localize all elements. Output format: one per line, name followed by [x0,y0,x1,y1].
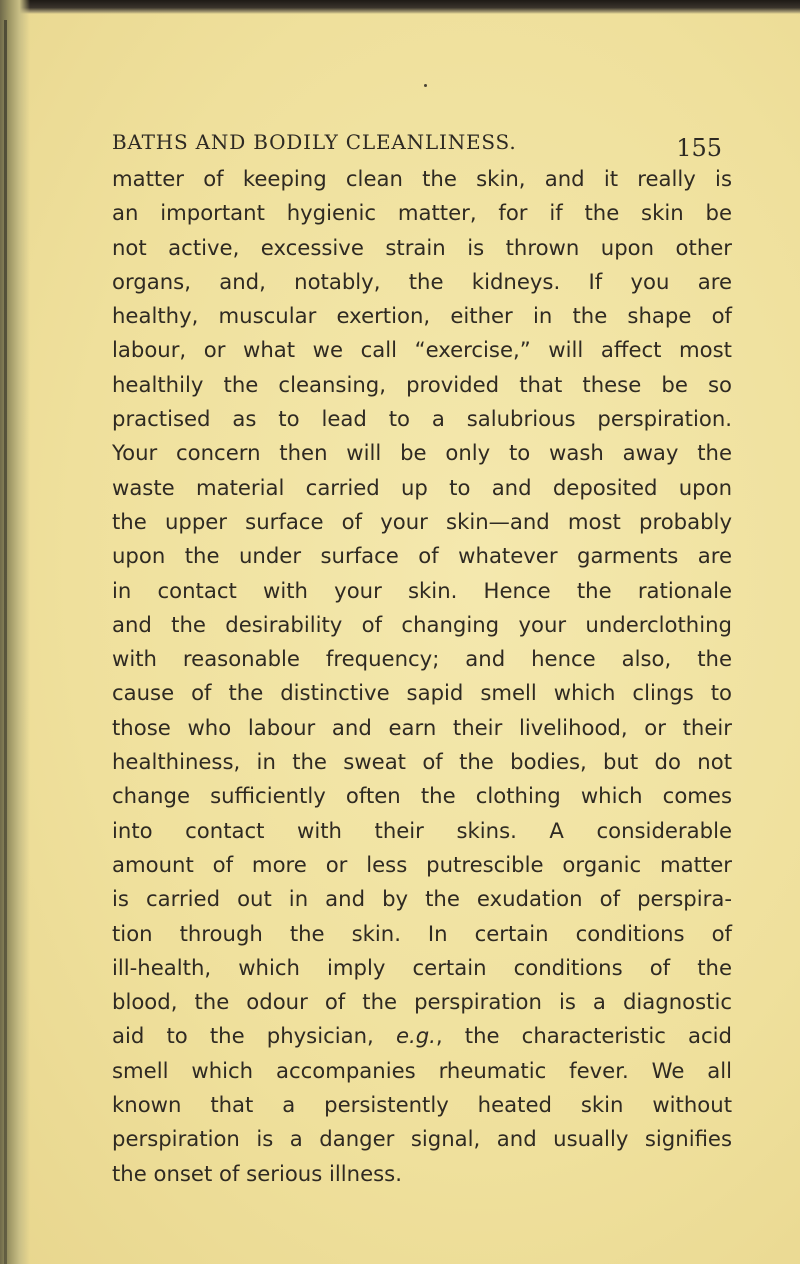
print-speck [424,84,427,87]
text-line-with-italic [112,1019,732,1053]
text-line: the upper surface of your skin—and most probably [112,508,732,534]
text-line: upon the under surface of whatever garments are [112,543,732,569]
text-segment: aid to the physician, [112,1023,396,1049]
text-line: tion through the skin. In certain conditions of [112,920,732,946]
page-top-edge [0,0,800,14]
text-line: ill-health, which imply certain conditions of the [112,954,732,980]
text-line: into contact with their skins. A considerable [112,817,732,843]
text-line: blood, the odour of the perspiration is a diagnostic [112,989,732,1015]
text-line: in contact with your skin. Hence the rationale [112,577,732,603]
text-line: perspiration is a danger signal, and usually signifies [112,1126,732,1152]
text-line: healthiness, in the sweat of the bodies, but do not [112,749,732,775]
text-line: is carried out in and by the exudation of perspira- [112,886,732,912]
text-line: and the desirability of changing your underclothing [112,611,732,637]
text-line: labour, or what we call “exercise,” will affect most [112,337,732,363]
text-line: amount of more or less putrescible organic matter [112,851,732,877]
running-head-title: BATHS AND BODILY CLEANLINESS. [112,130,517,154]
text-line: practised as to lead to a salubrious perspiration. [112,406,732,432]
text-line: not active, excessive strain is thrown upon other [112,234,732,260]
page-number: 155 [676,134,722,162]
spine-line [4,20,7,1264]
text-line: change sufficiently often the clothing which comes [112,783,732,809]
text-line: smell which accompanies rheumatic fever. We all [112,1057,732,1083]
text-line: waste material carried up to and deposited upon [112,474,732,500]
text-line: organs, and, notably, the kidneys. If you are [112,268,732,294]
text-line: an important hygienic matter, for if the skin be [112,200,732,226]
text-line: with reasonable frequency; and hence also, the [112,646,732,672]
text-line: healthy, muscular exertion, either in the shape of [112,303,732,329]
text-line-last: the onset of serious illness. [112,1160,402,1186]
text-line: cause of the distinctive sapid smell which clings to [112,680,732,706]
text-line: those who labour and earn their livelihood, or their [112,714,732,740]
text-segment: , the characteristic acid [435,1023,733,1049]
running-head [112,130,722,166]
text-line: Your concern then will be only to wash away the [112,440,732,466]
text-line: known that a persistently heated skin without [112,1092,732,1118]
italic-abbreviation: e.g. [395,1023,436,1049]
text-line: matter of keeping clean the skin, and it really is [112,166,732,191]
body-text [112,162,732,1191]
text-line: healthily the cleansing, provided that these be so [112,371,732,397]
